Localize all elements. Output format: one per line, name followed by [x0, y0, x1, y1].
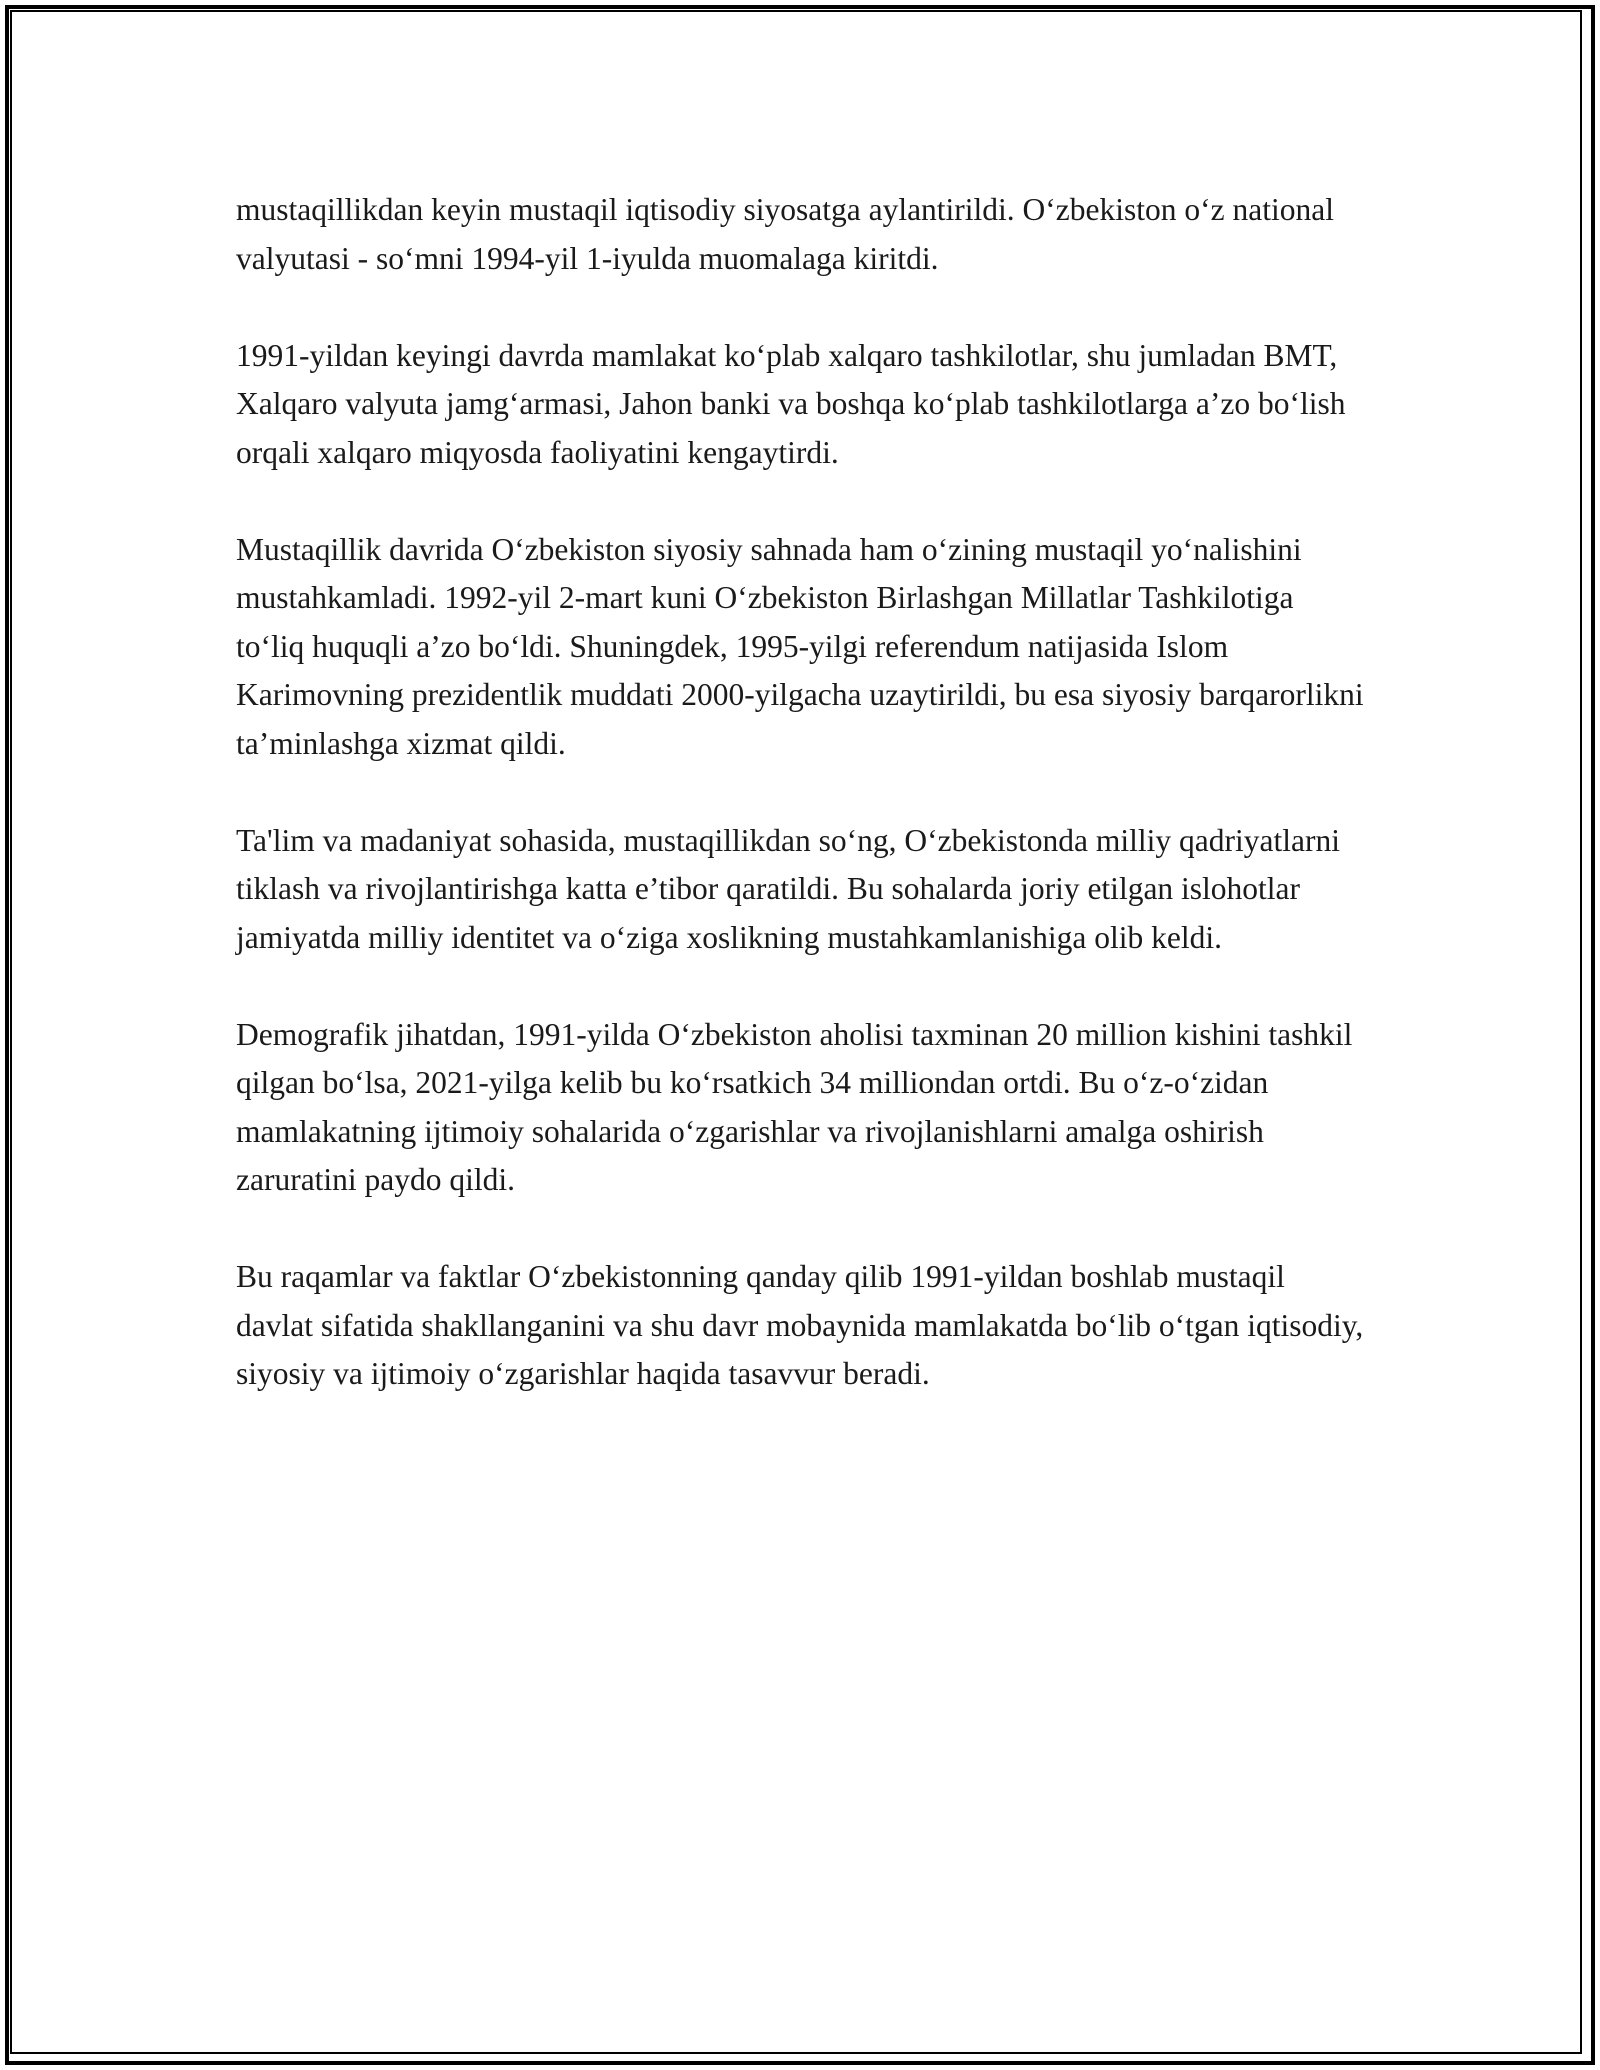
paragraph-education-culture: Ta'lim va madaniyat sohasida, mustaqillikdan so‘ng, O‘zbekistonda milliy qadriyatlarni tiklash va rivojlantirishga katta e’tibor qaratildi. Bu sohalarda joriy etilgan islohotlar jamiyatda milliy identitet va o‘ziga xoslikning mustahkamlanishiga olib keldi. [236, 822, 1340, 955]
paragraph-conclusion: Bu raqamlar va faktlar O‘zbekistonning qanday qilib 1991-yildan boshlab mustaqil davlat sifatida shakllanganini va shu davr mobaynida mamlakatda bo‘lib o‘tgan iqtisodiy, siyosiy va ijtimoiy o‘zgarishlar haqida tasavvur beradi. [236, 1259, 1364, 1391]
document-body [236, 186, 1366, 1399]
paragraph-political-independence: Mustaqillik davrida O‘zbekiston siyosiy sahnada ham o‘zining mustaqil yo‘nalishini mustahkamladi. 1992-yil 2-mart kuni O‘zbekiston Birlashgan Millatlar Tashkilotiga to‘liq huquqli a’zo bo‘ldi. Shuningdek, 1995-yilgi referendum natijasida Islom Karimovning prezidentlik muddati 2000-yilgacha uzaytirildi, bu esa siyosiy barqarorlikni ta’minlashga xizmat qildi. [236, 531, 1364, 761]
paragraph-international-organizations: 1991-yildan keyingi davrda mamlakat ko‘plab xalqaro tashkilotlar, shu jumladan BMT, Xalqaro valyuta jamg‘armasi, Jahon banki va boshqa ko‘plab tashkilotlarga a’zo bo‘lish orqali xalqaro miqyosda faoliyatini kengaytirdi. [236, 337, 1346, 470]
paragraph-currency: mustaqillikdan keyin mustaqil iqtisodiy siyosatga aylantirildi. O‘zbekiston o‘z national valyutasi - so‘mni 1994-yil 1-iyulda muomalaga kiritdi. [236, 192, 1334, 276]
paragraph-demographics: Demografik jihatdan, 1991-yilda O‘zbekiston aholisi taxminan 20 million kishini tashkil qilgan bo‘lsa, 2021-yilga kelib bu ko‘rsatkich 34 milliondan ortdi. Bu o‘z-o‘zidan mamlakatning ijtimoiy sohalarida o‘zgarishlar va rivojlanishlarni amalga oshirish zaruratini paydo qildi. [236, 1016, 1353, 1197]
